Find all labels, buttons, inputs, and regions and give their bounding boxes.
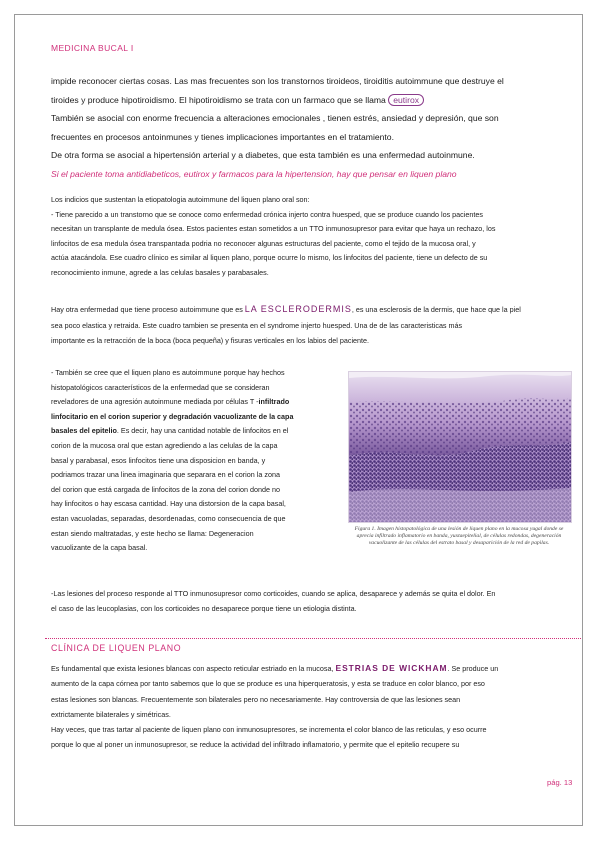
- liquen-line-5-bold: basales del epitelio: [51, 426, 117, 436]
- liquen-line-4: [51, 410, 343, 425]
- page-number: pág. 13: [547, 778, 573, 787]
- indicios-lead: Los indicios que sustentan la etiopatologia autoimmune del liquen plano oral son:: [51, 195, 310, 204]
- histology-image: [348, 371, 572, 523]
- liquen-line-5: [51, 424, 343, 439]
- clinica-line-6: porque lo que al poner un inmunosupresor, se reduce la actividad del infiltrado inflamatorio, y permite que el epitelio recupere su: [51, 740, 460, 750]
- clinica-paragraph: [51, 661, 569, 753]
- liquen-line-3: [51, 395, 343, 410]
- liquen-line-5-post: . Es decir, hay una cantidad notable de linfocitos en el: [116, 426, 289, 436]
- liquen-line-11: estan vacuoladas, separadas, desordenadas, como consecuencia de que: [51, 513, 286, 523]
- escler-line-3: importante es la retracción de la boca (boca pequeña) y fisuras verticales en los labios del paciente.: [51, 336, 370, 345]
- clinica-line-1-post: . Se produce un: [447, 664, 499, 673]
- escler-line-1: [51, 302, 569, 318]
- liquen-line-7: basal y parabasal, esos linfocitos tiene una disposicion en banda, y: [51, 455, 266, 465]
- liquen-line-8: podriamos trazar una linea imaginaria que separara en el corion la zona: [51, 470, 280, 480]
- liquen-line-3-pre: reveladores de una agresión autoinmune mediada por células T -: [51, 397, 259, 407]
- intro-line-3: También se asocial con enorme frecuencia a alteraciones emocionales , tienen estrés, ansiedad y depresión, que son: [51, 113, 499, 123]
- tto-line-2: el caso de las leucoplasias, con los corticoides no desaparece porque tiene un etiologia distinta.: [51, 604, 357, 613]
- indicios-paragraph: [51, 193, 569, 281]
- liquen-line-13: vacuolizante de la capa basal.: [51, 543, 148, 553]
- page-header: MEDICINA BUCAL I: [51, 43, 134, 53]
- eutirox-circled: eutirox: [388, 94, 424, 106]
- wickham-term: ESTRIAS DE WICKHAM: [335, 663, 448, 673]
- liquen-line-3-bold: infiltrado: [258, 397, 290, 407]
- liquen-line-6: corion de la mucosa oral que estan agrediendo a las celulas de la capa: [51, 440, 278, 450]
- clinica-line-4: extrictamente bilaterales y simétricas.: [51, 709, 171, 719]
- intro-note: Si el paciente toma antidiabeticos, eutirox y farmacos para la hipertension, hay que pensar en liquen plano: [51, 168, 457, 179]
- esclerodermis-paragraph: [51, 302, 569, 349]
- intro-line-2-text: tiroides y produce hipotiroidismo. El hipotiroidismo se trata con un farmaco que se llama: [51, 94, 386, 105]
- escler-line-2: sea poco elastica y retraida. Este cuadro tambien se presenta en el syndrome injerto huesped. Una de de las caracteristicas más: [51, 320, 463, 330]
- clinica-line-3: estas lesiones son blancas. Frecuentemente son bilaterales pero no necesariamente. Hay controversia de que las lesiones sean: [51, 694, 461, 704]
- liquen-line-12: estan siendo maltratadas, y este hecho se llama: Degeneracion: [51, 528, 254, 538]
- indicios-line-3: linfocitos de esa medula ósea transpantada podria no reconocer algunas estructuras del paciente, como el tejido de la mucosa oral, y: [51, 238, 476, 248]
- liquen-line-10: hay linfocitos o hay escasa cantidad. Hay una distorsion de la capa basal,: [51, 499, 286, 509]
- intro-line-2: [51, 91, 569, 110]
- liquen-line-9: del corion que está cargada de linfocitos de la zona del corion donde no: [51, 484, 280, 494]
- intro-line-4: frecuentes en procesos antoinmunes y tienes implicaciones importantes en el tratamiento.: [51, 131, 394, 142]
- clinica-line-5: Hay veces, que tras tartar al paciente de liquen plano con inmunosupresores, se incrementa el color blanco de las reticulas, y eso ocurre: [51, 725, 487, 735]
- clinica-line-2: aumento de la capa córnea por tanto sabemos que lo que se produce es una hiperqueratosis, y esta se traduce en color blanco, por eso: [51, 679, 485, 689]
- indicios-line-2: necesitan un transplante de medula ósea. Estos pacientes estan sometidos a un TTO inmunosupresor para evitar que haya un rechazo, los: [51, 224, 496, 234]
- escler-line-1-post: , es una esclerosis de la dermis, que hace que la piel: [351, 305, 521, 314]
- esclerodermis-term: LA ESCLERODERMIS: [244, 304, 352, 314]
- liquen-line-4-bold: linfocitario en el corion superior y degradación vacuolizante de la capa: [51, 411, 294, 421]
- liquen-paragraph: [51, 366, 343, 556]
- intro-paragraph: [51, 72, 569, 183]
- indicios-line-1: - Tiene parecido a un transtorno que se conoce como enfermedad crónica injerto contra huesped, que se produce cuando los pacientes: [51, 209, 483, 219]
- tto-paragraph: [51, 586, 569, 616]
- tto-line-1: -Las lesiones del proceso responde al TTO inmunosupresor como corticoides, cuando se aplica, desaparece y además se quita el dolor. En: [51, 589, 496, 598]
- clinica-line-1: [51, 661, 569, 676]
- intro-line-1: impide reconocer ciertas cosas. Las mas frecuentes son los transtornos tiroideos, tiroiditis autoimmune que destruye el: [51, 76, 504, 86]
- liquen-line-1: - También se cree que el liquen plano es autoimmune porque hay hechos: [51, 368, 285, 377]
- liquen-line-2: histopatológicos característicos de la enfermedad que se consideran: [51, 382, 270, 392]
- escler-line-1-pre: Hay otra enfermedad que tiene proceso autoimmune que es: [51, 305, 243, 314]
- intro-line-5: De otra forma se asocial a hipertensión arterial y a diabetes, que esta también es una enfermedad autoinmune.: [51, 150, 475, 160]
- histology-image-drawing: [349, 372, 571, 522]
- section-divider: [45, 638, 581, 639]
- figure-caption: Figura 1. Imagen histopatológica de una lesión de liquen plano en la mucosa yugal donde se aprecia infiltrado inflamatorio en banda, yuxtaepitelial, de células redondas, degeneración vacuolizante de las células del estrato basal y desaparición de la red de papilas.: [354, 526, 564, 546]
- section-title: CLÍNICA DE LIQUEN PLANO: [51, 643, 182, 653]
- clinica-line-1-pre: Es fundamental que exista lesiones blancas con aspecto reticular estriado en la mucosa,: [51, 664, 334, 673]
- indicios-line-5: reconocimiento inmune, agrede a las celulas basales y parabasales.: [51, 267, 269, 277]
- indicios-line-4: actúa atacándola. Ese cuadro clínico es similar al liquen plano, porque ocurre lo mismo, los linfocitos del paciente, tiene un defecto de su: [51, 253, 488, 263]
